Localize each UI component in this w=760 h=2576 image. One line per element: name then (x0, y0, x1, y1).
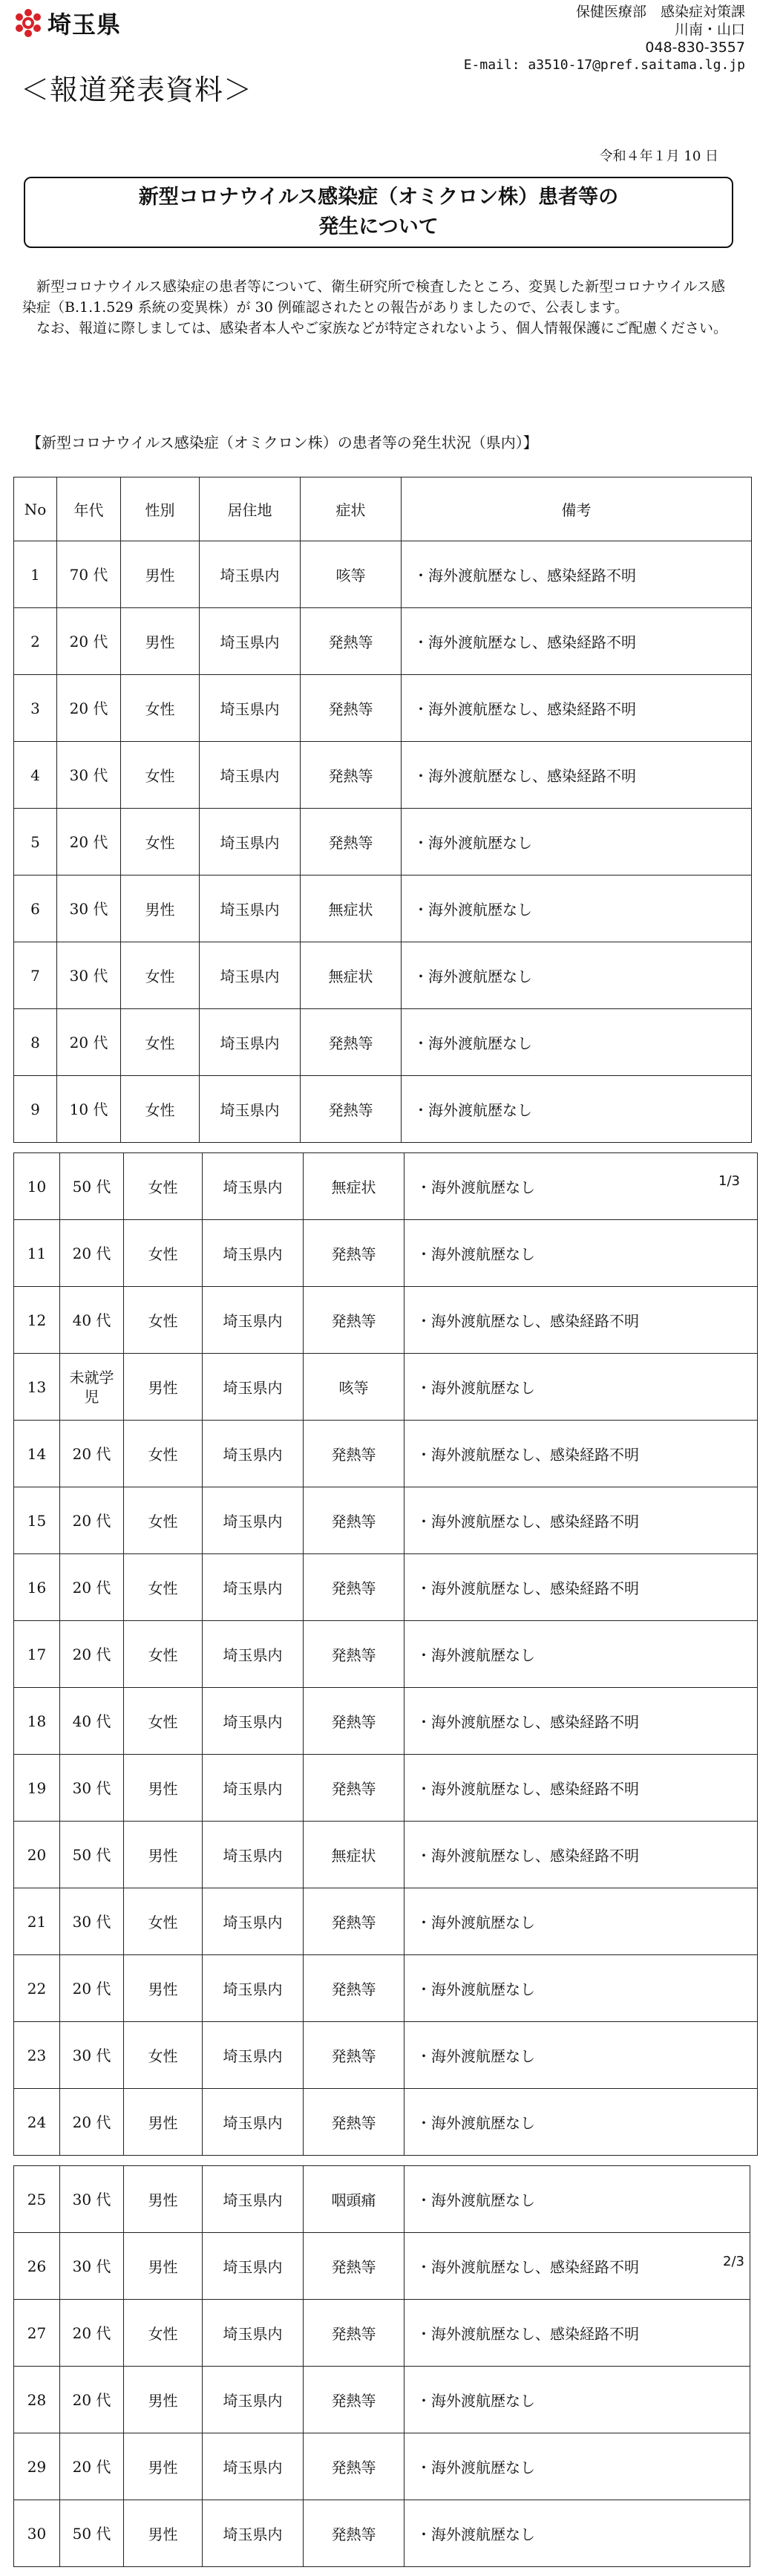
sex: 男性 (124, 1354, 203, 1421)
case-no: 14 (14, 1421, 60, 1487)
table-row (14, 1287, 758, 1354)
residence: 埼玉県内 (203, 2433, 304, 2500)
remarks: ・海外渡航歴なし (402, 1076, 752, 1143)
col-symptom-header: 症状 (301, 477, 402, 541)
symptom: 発熱等 (304, 1888, 404, 1955)
symptom: 発熱等 (304, 1421, 404, 1487)
case-no: 3 (14, 675, 57, 742)
symptom: 発熱等 (301, 1009, 402, 1076)
case-no: 8 (14, 1009, 57, 1076)
age-group: 40 代 (60, 1688, 124, 1755)
table-header-row (14, 477, 752, 541)
table-row (14, 608, 752, 675)
symptom: 発熱等 (301, 742, 402, 809)
age-group: 20 代 (57, 809, 121, 875)
residence: 埼玉県内 (203, 1822, 304, 1888)
cases-table-part-2 (13, 1152, 758, 2156)
residence: 埼玉県内 (203, 1421, 304, 1487)
case-no: 2 (14, 608, 57, 675)
symptom: 咽頭痛 (304, 2166, 404, 2233)
remarks: ・海外渡航歴なし、感染経路不明 (402, 541, 752, 608)
title-box (24, 177, 733, 248)
age-group: 20 代 (60, 1621, 124, 1688)
table-row (14, 2166, 750, 2233)
residence: 埼玉県内 (203, 2166, 304, 2233)
logo-text: 埼玉県 (48, 10, 122, 39)
sex: 男性 (121, 608, 200, 675)
remarks: ・海外渡航歴なし (404, 2022, 758, 2089)
symptom: 発熱等 (304, 2233, 404, 2300)
table-row (14, 1421, 758, 1487)
col-remarks-header: 備考 (402, 477, 752, 541)
sex: 男性 (121, 875, 200, 942)
age-group: 30 代 (60, 1888, 124, 1955)
residence: 埼玉県内 (200, 1009, 301, 1076)
saitama-emblem-icon (13, 8, 43, 38)
body-paragraph: 新型コロナウイルス感染症の患者等について、衛生研究所で検査したところ、変異した新型コロナウイルス感染症（B.1.1.529 系統の変異株）が 30 例確認されたとの報告がありましたので、公表します。 なお、報道に際しましては、感染者本人やご家族などが特定されないよう、個人情報保護にご配慮ください。 (22, 278, 728, 336)
table-row (14, 1009, 752, 1076)
sex: 男性 (124, 2233, 203, 2300)
case-no: 13 (14, 1354, 60, 1421)
remarks: ・海外渡航歴なし (402, 1009, 752, 1076)
symptom: 発熱等 (304, 1621, 404, 1688)
case-no: 4 (14, 742, 57, 809)
table-row (14, 1955, 758, 2022)
remarks: ・海外渡航歴なし (404, 1888, 758, 1955)
table-row (14, 942, 752, 1009)
table-row (14, 2233, 750, 2300)
sex: 女性 (121, 942, 200, 1009)
sex: 男性 (124, 2089, 203, 2156)
case-no: 26 (14, 2233, 60, 2300)
age-group: 30 代 (60, 2233, 124, 2300)
remarks: ・海外渡航歴なし (404, 1621, 758, 1688)
sex: 男性 (124, 2367, 203, 2433)
age-group: 30 代 (60, 1755, 124, 1822)
remarks: ・海外渡航歴なし (404, 2433, 750, 2500)
case-no: 28 (14, 2367, 60, 2433)
age-group: 20 代 (57, 608, 121, 675)
symptom: 発熱等 (304, 1220, 404, 1287)
case-no: 24 (14, 2089, 60, 2156)
sex: 女性 (124, 2300, 203, 2367)
symptom: 発熱等 (304, 2022, 404, 2089)
residence: 埼玉県内 (203, 2233, 304, 2300)
residence: 埼玉県内 (203, 1153, 304, 1220)
sex: 男性 (124, 2166, 203, 2233)
case-no: 11 (14, 1220, 60, 1287)
age-group: 50 代 (60, 1153, 124, 1220)
residence: 埼玉県内 (200, 942, 301, 1009)
table-row (14, 2500, 750, 2567)
case-no: 5 (14, 809, 57, 875)
residence: 埼玉県内 (203, 1688, 304, 1755)
symptom: 発熱等 (301, 608, 402, 675)
sex: 女性 (121, 809, 200, 875)
case-no: 6 (14, 875, 57, 942)
age-group: 10 代 (57, 1076, 121, 1143)
sex: 女性 (121, 1076, 200, 1143)
symptom: 発熱等 (304, 1554, 404, 1621)
table-row (14, 541, 752, 608)
sex: 女性 (121, 742, 200, 809)
table-row (14, 1621, 758, 1688)
table-row (14, 1755, 758, 1822)
remarks: ・海外渡航歴なし、感染経路不明 (404, 1421, 758, 1487)
sex: 女性 (124, 1888, 203, 1955)
residence: 埼玉県内 (203, 1287, 304, 1354)
age-group: 20 代 (60, 2433, 124, 2500)
remarks: ・海外渡航歴なし、感染経路不明 (402, 608, 752, 675)
remarks: ・海外渡航歴なし (404, 2089, 758, 2156)
symptom: 発熱等 (304, 2433, 404, 2500)
case-no: 19 (14, 1755, 60, 1822)
contact-block (419, 3, 745, 74)
sex: 男性 (124, 1755, 203, 1822)
table-row (14, 1076, 752, 1143)
table-row (14, 1688, 758, 1755)
table-row (14, 1220, 758, 1287)
table-row (14, 875, 752, 942)
age-group: 20 代 (60, 2367, 124, 2433)
case-no: 1 (14, 541, 57, 608)
staff-line: 川南・山口 (674, 22, 745, 38)
phone-number: 048-830-3557 (645, 39, 745, 56)
symptom: 咳等 (304, 1354, 404, 1421)
table-title: 【新型コロナウイルス感染症（オミクロン株）の患者等の発生状況（県内）】 (27, 434, 538, 451)
age-group: 20 代 (60, 1955, 124, 2022)
remarks: ・海外渡航歴なし (404, 2367, 750, 2433)
residence: 埼玉県内 (203, 2089, 304, 2156)
remarks: ・海外渡航歴なし (402, 875, 752, 942)
symptom: 発熱等 (301, 809, 402, 875)
case-no: 15 (14, 1487, 60, 1554)
residence: 埼玉県内 (203, 2367, 304, 2433)
press-release-label: ＜報道発表資料＞ (21, 74, 253, 106)
residence: 埼玉県内 (203, 1755, 304, 1822)
symptom: 発熱等 (304, 1955, 404, 2022)
sex: 女性 (124, 1287, 203, 1354)
col-residence-header: 居住地 (200, 477, 301, 541)
age-group: 40 代 (60, 1287, 124, 1354)
residence: 埼玉県内 (203, 2022, 304, 2089)
case-no: 20 (14, 1822, 60, 1888)
age-group: 50 代 (60, 1822, 124, 1888)
age-group: 20 代 (60, 1220, 124, 1287)
sex: 女性 (124, 1621, 203, 1688)
symptom: 発熱等 (304, 2089, 404, 2156)
age-group: 20 代 (60, 2300, 124, 2367)
symptom: 無症状 (304, 1153, 404, 1220)
case-no: 22 (14, 1955, 60, 2022)
table-row (14, 1487, 758, 1554)
symptom: 無症状 (301, 942, 402, 1009)
remarks: ・海外渡航歴なし (402, 942, 752, 1009)
table-row (14, 1822, 758, 1888)
remarks: ・海外渡航歴なし、感染経路不明 (404, 2300, 750, 2367)
residence: 埼玉県内 (200, 875, 301, 942)
table-row (14, 1554, 758, 1621)
residence: 埼玉県内 (200, 809, 301, 875)
symptom: 無症状 (301, 875, 402, 942)
age-group: 20 代 (57, 1009, 121, 1076)
case-no: 12 (14, 1287, 60, 1354)
remarks: ・海外渡航歴なし、感染経路不明 (404, 1287, 758, 1354)
residence: 埼玉県内 (203, 1955, 304, 2022)
case-no: 9 (14, 1076, 57, 1143)
sex: 男性 (124, 2433, 203, 2500)
table-row (14, 1888, 758, 1955)
remarks: ・海外渡航歴なし、感染経路不明 (404, 2233, 750, 2300)
residence: 埼玉県内 (200, 1076, 301, 1143)
sex: 女性 (121, 675, 200, 742)
age-group: 未就学 児 (60, 1354, 124, 1421)
residence: 埼玉県内 (203, 1888, 304, 1955)
residence: 埼玉県内 (203, 1487, 304, 1554)
release-date: 令和４年１月 10 日 (599, 149, 718, 164)
cases-table-part-3 (13, 2165, 750, 2567)
age-group: 30 代 (57, 942, 121, 1009)
remarks: ・海外渡航歴なし、感染経路不明 (404, 1755, 758, 1822)
age-group: 30 代 (60, 2166, 124, 2233)
table-row (14, 2022, 758, 2089)
symptom: 発熱等 (304, 2500, 404, 2567)
symptom: 発熱等 (304, 1755, 404, 1822)
table-row (14, 742, 752, 809)
sex: 女性 (124, 1220, 203, 1287)
sex: 男性 (124, 2500, 203, 2567)
case-no: 30 (14, 2500, 60, 2567)
symptom: 発熱等 (304, 1688, 404, 1755)
table-row (14, 1354, 758, 1421)
remarks: ・海外渡航歴なし、感染経路不明 (402, 742, 752, 809)
age-group: 30 代 (57, 742, 121, 809)
col-no-header: No (14, 477, 57, 541)
table-row (14, 2433, 750, 2500)
page-marker-2: 2/3 (723, 2254, 744, 2269)
prefecture-logo (13, 6, 121, 40)
age-group: 70 代 (57, 541, 121, 608)
remarks: ・海外渡航歴なし、感染経路不明 (402, 675, 752, 742)
case-no: 25 (14, 2166, 60, 2233)
age-group: 30 代 (60, 2022, 124, 2089)
symptom: 発熱等 (304, 2300, 404, 2367)
case-no: 29 (14, 2433, 60, 2500)
residence: 埼玉県内 (203, 2500, 304, 2567)
age-group: 20 代 (57, 675, 121, 742)
case-no: 21 (14, 1888, 60, 1955)
residence: 埼玉県内 (200, 742, 301, 809)
case-no: 18 (14, 1688, 60, 1755)
age-group: 20 代 (60, 1421, 124, 1487)
residence: 埼玉県内 (200, 608, 301, 675)
table-row (14, 675, 752, 742)
sex: 女性 (124, 1554, 203, 1621)
sex: 女性 (121, 1009, 200, 1076)
remarks: ・海外渡航歴なし、感染経路不明 (404, 1554, 758, 1621)
remarks: ・海外渡航歴なし (404, 1354, 758, 1421)
case-no: 27 (14, 2300, 60, 2367)
case-no: 10 (14, 1153, 60, 1220)
department-line: 保健医療部 感染症対策課 (575, 4, 745, 20)
residence: 埼玉県内 (203, 2300, 304, 2367)
sex: 女性 (124, 1421, 203, 1487)
symptom: 咳等 (301, 541, 402, 608)
symptom: 発熱等 (301, 1076, 402, 1143)
age-group: 20 代 (60, 1487, 124, 1554)
residence: 埼玉県内 (203, 1554, 304, 1621)
remarks: ・海外渡航歴なし、感染経路不明 (404, 1688, 758, 1755)
table-row (14, 2089, 758, 2156)
document-title: 新型コロナウイルス感染症（オミクロン株）患者等の 発生について (138, 186, 619, 238)
sex: 男性 (124, 1822, 203, 1888)
symptom: 発熱等 (304, 2367, 404, 2433)
sex: 女性 (124, 1688, 203, 1755)
remarks: ・海外渡航歴なし (404, 1153, 758, 1220)
symptom: 発熱等 (301, 675, 402, 742)
case-no: 17 (14, 1621, 60, 1688)
remarks: ・海外渡航歴なし、感染経路不明 (404, 1822, 758, 1888)
residence: 埼玉県内 (203, 1621, 304, 1688)
sex: 男性 (124, 1955, 203, 2022)
sex: 男性 (121, 541, 200, 608)
case-no: 16 (14, 1554, 60, 1621)
residence: 埼玉県内 (200, 675, 301, 742)
case-no: 23 (14, 2022, 60, 2089)
page-marker-1: 1/3 (718, 1173, 740, 1189)
remarks: ・海外渡航歴なし (404, 1955, 758, 2022)
sex: 女性 (124, 2022, 203, 2089)
age-group: 20 代 (60, 2089, 124, 2156)
symptom: 発熱等 (304, 1487, 404, 1554)
col-sex-header: 性別 (121, 477, 200, 541)
residence: 埼玉県内 (203, 1354, 304, 1421)
table-row (14, 2300, 750, 2367)
sex: 女性 (124, 1153, 203, 1220)
sex: 女性 (124, 1487, 203, 1554)
col-age-header: 年代 (57, 477, 121, 541)
remarks: ・海外渡航歴なし (404, 2500, 750, 2567)
residence: 埼玉県内 (203, 1220, 304, 1287)
remarks: ・海外渡航歴なし、感染経路不明 (404, 1487, 758, 1554)
remarks: ・海外渡航歴なし (402, 809, 752, 875)
age-group: 30 代 (57, 875, 121, 942)
email-address: E-mail: a3510-17@pref.saitama.lg.jp (463, 57, 745, 73)
remarks: ・海外渡航歴なし (404, 1220, 758, 1287)
symptom: 無症状 (304, 1822, 404, 1888)
table-row (14, 809, 752, 875)
symptom: 発熱等 (304, 1287, 404, 1354)
age-group: 20 代 (60, 1554, 124, 1621)
case-no: 7 (14, 942, 57, 1009)
age-group: 50 代 (60, 2500, 124, 2567)
cases-table-part-1 (13, 477, 752, 1143)
residence: 埼玉県内 (200, 541, 301, 608)
remarks: ・海外渡航歴なし (404, 2166, 750, 2233)
table-row (14, 2367, 750, 2433)
table-row (14, 1153, 758, 1220)
